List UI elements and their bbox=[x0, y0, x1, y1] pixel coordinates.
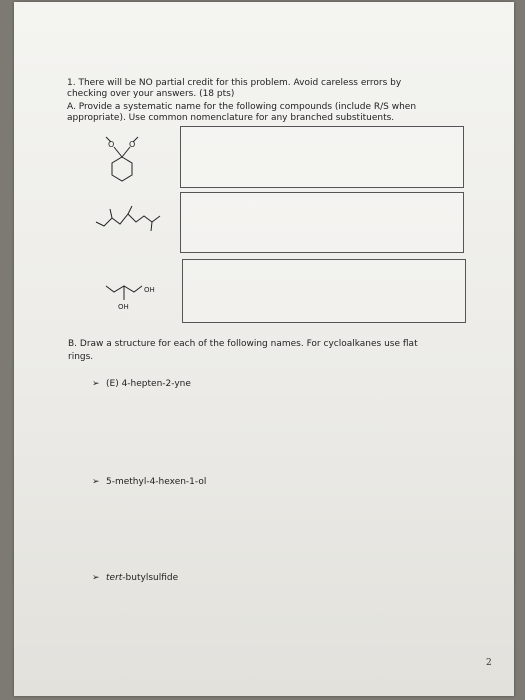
bullet-arrow-icon: ➢ bbox=[92, 477, 100, 487]
answer-box-1[interactable] bbox=[180, 126, 464, 188]
hydroxyl-label-2: OH bbox=[118, 303, 129, 311]
bullet-arrow-icon: ➢ bbox=[92, 573, 100, 583]
diol-structure bbox=[104, 282, 172, 318]
question-line-1: 1. There will be NO partial credit for this problem. Avoid careless errors by bbox=[67, 78, 402, 88]
part-a-line-1: A. Provide a systematic name for the following compounds (include R/S when bbox=[67, 102, 417, 112]
compound-name-3-prefix: tert bbox=[106, 573, 123, 583]
worksheet-page bbox=[14, 2, 514, 696]
ketal-oxygen-left: O bbox=[108, 140, 115, 149]
part-a-line-2: appropriate). Use common nomenclature for any branched substituents. bbox=[67, 113, 395, 123]
bullet-arrow-icon: ➢ bbox=[92, 379, 100, 389]
question-line-2: checking over your answers. (18 pts) bbox=[67, 89, 235, 99]
ketal-oxygen-right: O bbox=[129, 140, 136, 149]
part-b-line-2: rings. bbox=[68, 352, 94, 362]
answer-box-3[interactable] bbox=[182, 259, 466, 323]
compound-name-1: (E) 4-hepten-2-yne bbox=[106, 379, 191, 389]
page-number: 2 bbox=[486, 658, 492, 668]
part-b-line-1: B. Draw a structure for each of the following names. For cycloalkanes use flat bbox=[68, 339, 418, 349]
answer-box-2[interactable] bbox=[180, 192, 464, 253]
hydroxyl-label-1: OH bbox=[144, 286, 155, 294]
branched-alkane-structure bbox=[94, 202, 166, 232]
compound-name-3 bbox=[106, 573, 178, 583]
compound-name-2: 5-methyl-4-hexen-1-ol bbox=[106, 477, 207, 487]
spiro-ketal-structure bbox=[102, 130, 142, 190]
compound-name-3-suffix: -butylsulfide bbox=[122, 573, 179, 583]
